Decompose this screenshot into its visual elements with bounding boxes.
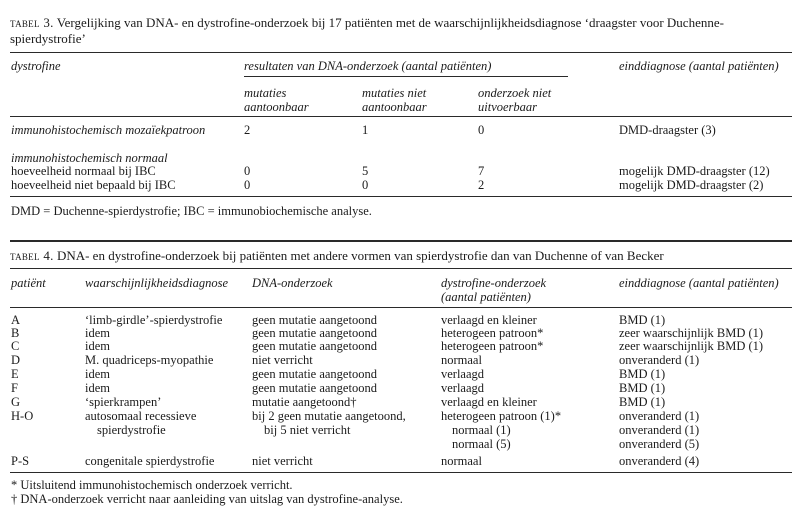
table4-cell-patient: F bbox=[11, 381, 18, 395]
table4-cell-final: onveranderd (4) bbox=[619, 454, 700, 468]
table3-cell: 7 bbox=[478, 164, 485, 178]
table4-cell-diagnosis: congenitale spierdystrofie bbox=[85, 454, 215, 468]
table3-cell: 0 bbox=[244, 178, 251, 192]
table3-cell: DMD-draagster (3) bbox=[619, 123, 716, 137]
table4-cell-dna: geen mutatie aangetoond bbox=[252, 367, 377, 381]
table4-header-dystrophin-l2: (aantal patiënten) bbox=[441, 290, 531, 304]
table4-cell-dna: geen mutatie aangetoond bbox=[252, 381, 377, 395]
table3-top-rule bbox=[10, 52, 792, 53]
table4-cell-dystrophin: verlaagd bbox=[441, 367, 485, 381]
table4-cell-final: onveranderd (5) bbox=[619, 437, 700, 451]
table4-header-dna: DNA-onderzoek bbox=[252, 276, 333, 290]
table4-cell-dystrophin: normaal (5) bbox=[452, 437, 511, 451]
table4-cell-final: onveranderd (1) bbox=[619, 353, 700, 367]
table3-sub-mutaties bbox=[244, 86, 309, 114]
table4-cell-diagnosis: autosomaal recessieve bbox=[85, 409, 197, 423]
table4-cell-dystrophin: heterogeen patroon (1)* bbox=[441, 409, 562, 423]
table3-row-label: hoeveelheid niet bepaald bij IBC bbox=[11, 178, 176, 192]
table4-caption-rule bbox=[10, 268, 792, 269]
table3-caption bbox=[10, 15, 792, 47]
table4-header-rule bbox=[10, 307, 792, 308]
table3-caption-text: Vergelijking van DNA- en dystrofine-onderzoek bij 17 patiënten met de waarschijnlijkheidsdiagnose ‘draagster voor Duchenne-spierdystrofie’ bbox=[10, 15, 724, 46]
table3-header-dna-results: resultaten van DNA-onderzoek (aantal patiënten) bbox=[244, 59, 492, 73]
table4-footnote: * Uitsluitend immunohistochemisch onderzoek verricht. bbox=[11, 478, 293, 492]
table4-header-patient: patiënt bbox=[11, 276, 46, 290]
table3-row-label: immunohistochemisch normaal bbox=[11, 151, 168, 165]
table3-sub-mutaties-l1: mutaties bbox=[244, 86, 287, 100]
table4-cell-dystrophin: normaal (1) bbox=[452, 423, 511, 437]
table4-cell-final: BMD (1) bbox=[619, 367, 666, 381]
table4-cell-diagnosis: ‘limb-girdle’-spierdystrofie bbox=[85, 313, 223, 327]
table4-cell-final: BMD (1) bbox=[619, 381, 666, 395]
table3-label: tabel 3. bbox=[10, 15, 54, 30]
table3-row-label: immunohistochemisch mozaïekpatroon bbox=[11, 123, 206, 137]
table4-caption bbox=[10, 248, 792, 264]
table4-header-final-diagnosis: einddiagnose (aantal patiënten) bbox=[619, 276, 779, 290]
table4-cell-dna: geen mutatie aangetoond bbox=[252, 326, 377, 340]
table3-cell: 1 bbox=[362, 123, 369, 137]
table3-header-final-diagnosis: einddiagnose (aantal patiënten) bbox=[619, 59, 779, 73]
table3-cell: 0 bbox=[244, 164, 251, 178]
table4-cell-final: zeer waarschijnlijk BMD (1) bbox=[619, 326, 764, 340]
table3-sub-mutaties-niet-l2: aantoonbaar bbox=[362, 100, 427, 114]
table3-cell: 0 bbox=[362, 178, 369, 192]
table4-cell-patient: A bbox=[11, 313, 21, 327]
table4-cell-dna: bij 5 niet verricht bbox=[264, 423, 351, 437]
table4-cell-diagnosis: M. quadriceps-myopathie bbox=[85, 353, 214, 367]
table4-cell-patient: G bbox=[11, 395, 21, 409]
table4-cell-dystrophin: normaal bbox=[441, 454, 482, 468]
table3-cell: 5 bbox=[362, 164, 369, 178]
table4-cell-dna: geen mutatie aangetoond bbox=[252, 339, 377, 353]
table4-caption-text: DNA- en dystrofine-onderzoek bij patiënten met andere vormen van spierdystrofie dan van Duchenne of van Becker bbox=[56, 248, 664, 263]
table4-cell-diagnosis: ‘spierkrampen’ bbox=[85, 395, 162, 409]
table4-cell-diagnosis: spierdystrofie bbox=[97, 423, 166, 437]
table4-footnote: † DNA-onderzoek verricht naar aanleiding van uitslag van dystrofine-analyse. bbox=[11, 492, 403, 506]
table4-cell-dystrophin: normaal bbox=[441, 353, 482, 367]
table4-cell-dystrophin: heterogeen patroon* bbox=[441, 339, 544, 353]
table4-cell-patient: H-O bbox=[11, 409, 34, 423]
table3-header-dystrofine: dystrofine bbox=[11, 59, 61, 73]
table3-sub-mutaties-niet bbox=[362, 86, 427, 114]
table4-cell-diagnosis: idem bbox=[85, 381, 110, 395]
table4-cell-patient: D bbox=[11, 353, 21, 367]
table4-cell-dna: niet verricht bbox=[252, 454, 313, 468]
table4-cell-patient: P-S bbox=[11, 454, 30, 468]
table3-header-rule bbox=[10, 116, 792, 117]
table4-cell-dystrophin: heterogeen patroon* bbox=[441, 326, 544, 340]
table4-cell-diagnosis: idem bbox=[85, 339, 110, 353]
table3-bottom-rule bbox=[10, 196, 792, 197]
table4-cell-dna: niet verricht bbox=[252, 353, 313, 367]
table3-group-rule bbox=[244, 76, 568, 77]
table4-cell-dna: geen mutatie aangetoond bbox=[252, 313, 377, 327]
table3-sub-onderzoek-niet-l2: uitvoerbaar bbox=[478, 100, 538, 114]
table4-cell-diagnosis: idem bbox=[85, 367, 110, 381]
table3-cell: 0 bbox=[478, 123, 485, 137]
table4-bottom-rule bbox=[10, 472, 792, 473]
table4-label: tabel 4. bbox=[10, 248, 54, 263]
table4-cell-final: zeer waarschijnlijk BMD (1) bbox=[619, 339, 764, 353]
table3-cell: mogelijk DMD-draagster (12) bbox=[619, 164, 770, 178]
table3-cell: 2 bbox=[478, 178, 485, 192]
table4-cell-final: BMD (1) bbox=[619, 395, 666, 409]
table4-cell-dna: mutatie aangetoond† bbox=[252, 395, 357, 409]
table4-top-rule bbox=[10, 240, 792, 242]
table4-cell-patient: C bbox=[11, 339, 20, 353]
table3-sub-mutaties-l2: aantoonbaar bbox=[244, 100, 309, 114]
table3-footnote: DMD = Duchenne-spierdystrofie; IBC = immunobiochemische analyse. bbox=[11, 204, 372, 218]
table4-cell-dystrophin: verlaagd en kleiner bbox=[441, 313, 537, 327]
table4-cell-dystrophin: verlaagd en kleiner bbox=[441, 395, 537, 409]
table3-sub-mutaties-niet-l1: mutaties niet bbox=[362, 86, 427, 100]
table3-cell: mogelijk DMD-draagster (2) bbox=[619, 178, 764, 192]
table3-row-label: hoeveelheid normaal bij IBC bbox=[11, 164, 156, 178]
table4-header-diagnosis: waarschijnlijkheidsdiagnose bbox=[85, 276, 229, 290]
table4-cell-final: BMD (1) bbox=[619, 313, 666, 327]
table4-cell-patient: B bbox=[11, 326, 20, 340]
table4-cell-dna: bij 2 geen mutatie aangetoond, bbox=[252, 409, 406, 423]
table4-header-dystrophin bbox=[441, 276, 546, 304]
table4-cell-patient: E bbox=[11, 367, 19, 381]
table4-header-dystrophin-l1: dystrofine-onderzoek bbox=[441, 276, 547, 290]
table4-cell-final: onveranderd (1) bbox=[619, 409, 700, 423]
table4-cell-final: onveranderd (1) bbox=[619, 423, 700, 437]
table4-cell-dystrophin: verlaagd bbox=[441, 381, 485, 395]
table3-sub-onderzoek-niet bbox=[478, 86, 551, 114]
table4-cell-diagnosis: idem bbox=[85, 326, 110, 340]
table3-sub-onderzoek-niet-l1: onderzoek niet bbox=[478, 86, 552, 100]
table3-cell: 2 bbox=[244, 123, 251, 137]
